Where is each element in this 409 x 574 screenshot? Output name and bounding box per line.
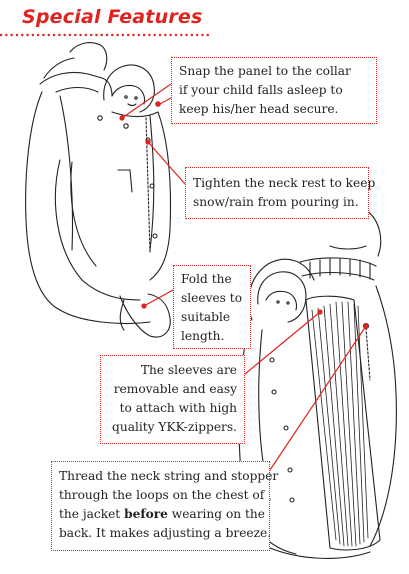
callout-line: snow/rain from pouring in. (193, 195, 359, 209)
callout-line: Snap the panel to the collar (179, 64, 351, 78)
callout-line: quality YKK-zippers. (112, 420, 237, 434)
callout-text: the jacket (59, 507, 125, 521)
callout-line: to attach with high (119, 401, 237, 415)
callout-line: sleeves to (181, 291, 243, 305)
callout-line: length. (181, 329, 225, 343)
callout-snap-panel (171, 57, 377, 124)
callout-line: keep his/her head secure. (179, 102, 339, 116)
callout-line: if your child falls asleep to (179, 83, 343, 97)
callout-line: through the loops on the chest of (59, 488, 265, 502)
page-title: Special Features (22, 6, 203, 28)
callout-line: suitable (181, 310, 231, 324)
callout-neck-rest (185, 167, 376, 219)
callout-line: Tighten the neck rest to keep (193, 176, 376, 190)
callout-line: Fold the (181, 272, 232, 286)
callout-neck-string (51, 461, 279, 551)
callout-line: The sleeves are (140, 363, 237, 377)
callout-fold-sleeves (173, 265, 251, 349)
callout-line: back. It makes adjusting a breeze. (59, 526, 272, 540)
callout-line: removable and easy (113, 382, 237, 396)
callout-line: Thread the neck string and stopper (59, 469, 279, 483)
title-dotted-underline (0, 32, 214, 38)
callout-line (59, 505, 265, 524)
callout-removable-sleeves (100, 355, 245, 444)
callout-text: wearing on the (167, 507, 265, 521)
emphasis-before: before (124, 507, 168, 521)
